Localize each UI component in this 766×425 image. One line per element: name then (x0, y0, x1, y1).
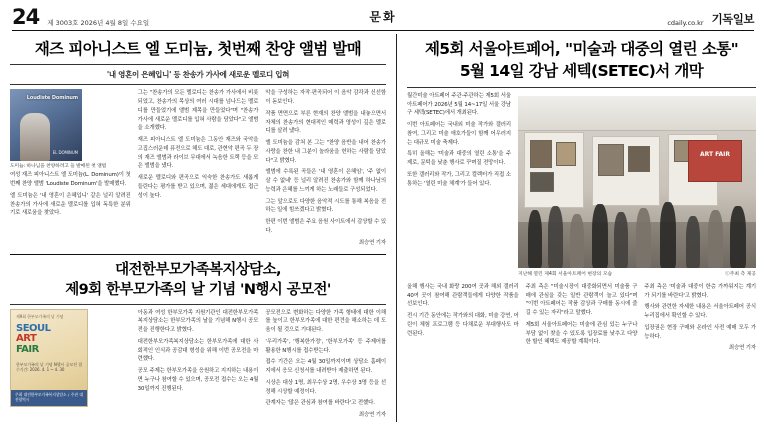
masthead-rule (12, 30, 754, 31)
photo-person (548, 206, 563, 268)
left-column (10, 34, 393, 422)
paragraph: 또한 갤러리와 작가, 그리고 컬렉터가 직접 소통하는 '열린 미술 체계'가 들어 있다. (407, 171, 511, 187)
brand-logo: 기독일보 (711, 12, 754, 26)
text-column (407, 92, 511, 277)
photo-artwork (628, 146, 650, 172)
paragraph: 이번 아트페어는 국내외 미술 작가와 갤러리 참여, 그리고 미술 애호가들이 함께 어우러지는 대규모 미술 축제다. (407, 122, 511, 146)
photo-person (708, 210, 723, 268)
photo-artwork (598, 144, 624, 176)
text-column (265, 89, 386, 247)
paragraph: 작품 면면으로 부른 현재의 찬양 앨범을 내놓으면서 자체의 찬송가의 현대적인 매력과 영성이 깊은 멜로디를 살려 냈다. (265, 110, 387, 135)
paragraph: 한편 이번 앨범은 주요 음원 사이트에서 감상할 수 있다. (265, 219, 387, 234)
paragraph: 엘 도미늄은 '내 영혼이 은혜입니' 같은 널리 알려진 찬송가의 가사에 새로운 멜로디를 입혀 독특한 분위기로 새로움을 찾았다. (10, 192, 131, 217)
headline-artfair-line1: 제5회 서울아트페어, "미술과 대중의 열린 소통" (424, 40, 739, 58)
photo-person (528, 210, 542, 268)
page-number: 24 (12, 5, 40, 29)
paragraph: 행사와 관련한 자세한 내용은 서울아트페어 공식 누리집에서 확인할 수 있다. (644, 304, 757, 319)
poster-mid-text: 한부모가족의 날 기념 N행시 공모전 접수기간: 2026. 4. 1 ~ 4. 30 (16, 361, 82, 373)
text-column (138, 89, 259, 247)
photo-artwork (530, 172, 554, 192)
photo-caption (518, 270, 756, 277)
subhead-jazz: '내 영혼이 은혜입니' 등 찬송가 가사에 새로운 멜로디 입혀 (106, 70, 290, 80)
photo-person (614, 212, 628, 268)
headline-daejeon-line2: 제9회 한부모가족의 날 기념 'N행시 공모전' (65, 281, 331, 298)
photo-person (636, 208, 651, 268)
text-column (526, 283, 638, 353)
paragraph: 앨범에 수록된 곡들은 '내 영혼이 은혜임', '주 없이 살 수 없네' 등 널리 알려진 찬송가와 함께 하나님의 능력과 은혜를 느끼게 하는 노래들로 구성되었다. (265, 169, 387, 193)
photo-person (730, 206, 746, 268)
paragraph: 시상은 대상 1명, 최우수상 2명, 우수상 3명 등을 선정해 시상할 예정이다. (265, 379, 387, 395)
paragraph: 공모 주제는 한부모가족을 응원하고 지지하는 내용이면 누구나 참여할 수 있으며, 공모전 접수는 오는 4월 30일까지 진행된다. (137, 368, 259, 392)
photo-ceiling (518, 96, 756, 131)
photo-person (686, 216, 700, 268)
artfair-bottom (407, 283, 756, 353)
photo-caption-left: 지난해 열린 제4회 서울아트페어 현장의 모습 (518, 271, 613, 277)
column-divider (396, 34, 397, 422)
text-column (265, 309, 386, 420)
body-area (10, 34, 756, 422)
paragraph: 관계자는 '많은 관심과 참여를 바란다'고 전했다. (265, 400, 375, 407)
paragraph: 특히 올해는 '미술과 대중의 열린 소통'을 주제로, 문턱을 낮춘 행사로 꾸며질 전망이다. (407, 151, 511, 166)
poster-line-3: FAIR (16, 343, 39, 355)
paragraph: 주최 측은 "미술시장이 대중화되면서 미술품 구매에 관심을 갖는 일반 관람객이 늘고 있다"며 "이번 아트페어는 작품 감상과 구매를 동시에 즐길 수 있는 자리"라고 말했다. (525, 283, 638, 316)
divider (407, 87, 756, 88)
article-jazz (10, 40, 386, 247)
poster-footer-bar (11, 390, 87, 406)
photo-person (592, 204, 608, 268)
paragraph: 공모전으로 변화하는 다양한 가족 형태에 대한 이해를 높이고 한부모가족에 대한 편견을 해소하는 데 도움이 될 것으로 기대된다. (265, 309, 387, 334)
poster-headline (16, 324, 82, 356)
photo-artwork (556, 142, 576, 166)
text-column (10, 309, 131, 420)
album-cover-figure (20, 113, 50, 161)
artfair-top (407, 92, 756, 277)
paragraph: 아동과 여성 한부모가족 지원기관인 대전한부모가족복지상담소는 한부모가족의 날을 기념해 N행시 공모전을 진행한다고 밝혔다. (137, 309, 259, 334)
poster-image (10, 309, 88, 407)
paragraph: 그는 앞으로도 다양한 음악적 시도를 통해 복음을 전하는 일에 힘쓰겠다고 밝혔다. (265, 198, 387, 214)
paragraph: 그는 "찬송가의 모든 멜로디는 찬송가 가사에서 비롯되었고, 찬송가의 목상의 여러 시대를 넘나드는 멜로디를 만들었기에 앨범 제목을 만들었다"며 "찬송가 가사에 새로운 멜로디를 입혀 사람을 담았다"고 앨범을 소개했다. (137, 90, 259, 132)
paragraph: 전시 기간 동안에는 작가와의 대화, 미술 강연, 어린이 체험 프로그램 등 다채로운 부대행사도 마련된다. (407, 313, 519, 337)
masthead (10, 0, 756, 30)
photo-art-banner-text: ART FAIR (699, 150, 731, 158)
paragraph: 주최 측은 '미술과 대중이 한층 가까워지는 계기가 되기를 바란다'고 밝혔다. (644, 283, 757, 299)
article-divider (10, 254, 386, 255)
paragraph: 제5회 서울아트페어는 미술에 관심 있는 누구나 부담 없이 찾을 수 있도록 입장료를 낮추고 다양한 할인 혜택도 제공할 계획이다. (525, 321, 638, 346)
divider (10, 304, 386, 305)
photo-artwork (530, 140, 552, 168)
album-cover-image (10, 89, 82, 161)
headline-artfair-line2: 5월 14일 강남 세텍(SETEC)서 개막 (459, 62, 704, 81)
text-column (138, 309, 259, 420)
photo-person (660, 202, 676, 268)
site-url[interactable]: cdaily.co.kr (667, 19, 704, 27)
text-column (644, 283, 756, 353)
paragraph: 입장권은 현장 구매와 온라인 사전 예매 모두 가능하다. (644, 324, 757, 340)
text-column (10, 89, 131, 247)
section-title: 문화 (369, 10, 397, 24)
album-cover-subtitle: EL DOMINUM (52, 149, 78, 155)
headline-daejeon-line1: 대전한부모가족복지상담소, (115, 262, 281, 279)
artfair-photo-wrap (518, 92, 756, 277)
right-column (400, 34, 756, 422)
paragraph: 새로운 멜로디와 편곡으로 익숙한 찬송가도 새롭게 들린다는 평가를 받고 있으며, 젊은 세대에게도 접근성이 높다. (137, 175, 259, 199)
text-column (407, 283, 519, 353)
paragraph: 접수 기간은 오는 4월 30일까지이며 상담소 홈페이지에서 응모 신청서를 내려받아 제출하면 된다. (265, 359, 387, 375)
poster-footer-text: 주최 대전한부모가족복지상담소 / 주관 대전광역시 (15, 391, 83, 402)
paragraph: '우리가족', '행복한가정', '한부모가족' 등 주제어를 활용한 N행시를 접수받는다. (265, 338, 387, 354)
paragraph: 올해 행사는 국내 화랑 200여 곳과 해외 갤러리 40여 곳이 참여해 관람객들에게 다양한 작품을 선보인다. (407, 283, 519, 308)
album-cover-title: Loudiste Dominum (26, 95, 78, 102)
photo-art-banner (688, 140, 742, 182)
headline-jazz: 재즈 피아니스트 엘 도미늄, 첫번째 찬양 앨범 발매 (34, 40, 362, 58)
poster-line-2: ART (16, 333, 37, 345)
byline: 최승연 기자 (358, 412, 387, 419)
photo-person (570, 214, 584, 268)
artfair-photo (518, 96, 756, 268)
paragraph: 대전한부모가족복지상담소는 한부모가족에 대한 사회적인 인식과 공감대 형성을 위해 이번 공모전을 마련했다. (137, 338, 259, 363)
daejeon-body (10, 309, 386, 420)
paragraph: 재즈 피아니스트 엘 도미늄은 그동안 재즈와 국악을 고집스러운데 퓨전으로 해도 대로, 관현악 편곡 두 장의 재즈 앨범과 라이브 무대에서 녹음한 트랙 등을 모은 앨범을 냈다. (137, 137, 259, 170)
divider (10, 64, 386, 65)
divider (10, 84, 386, 85)
album-caption: 도미늄: 하나님을 찬양하려고 들 발매된 첫 앨범 (10, 164, 107, 170)
article-artfair (407, 40, 756, 353)
paragraph: 엘 도미늄을 감쳐 본 그는 "찬양 음반을 내어 찬송가 사랑을 찬한 내 그분이 놀라움을 헌하는 사람들 담았다"고 밝혔다. (265, 140, 387, 164)
photo-caption-right: ⓒ주최 측 제공 (724, 271, 756, 277)
poster-top-text: 제9회 한부모가족의 날 기념 (16, 313, 64, 319)
issue-info: 제 3003호 2026년 4월 8일 수요일 (47, 18, 150, 27)
byline: 최승연 기자 (358, 239, 387, 246)
paragraph: 여성 재즈 피아니스트 엘 도미늄(L. Dominum)이 첫번째 찬양 앨범 'Loudiste Dominum'을 발매했다. (10, 172, 131, 188)
byline: 최승연 기자 (728, 345, 757, 352)
jazz-body (10, 89, 386, 247)
poster-line-1: SEOUL (16, 322, 51, 334)
paragraph: 악을 구성하는 자작·편곡되어 이 음악 감각과 신선함이 돋보인다. (265, 90, 387, 106)
article-daejeon (10, 261, 386, 420)
paragraph: 월간미술 아트페어 주관·주관하는 제5회 서울아트페어가 2026년 5월 14~17일 서울 강남구 세텍(SETEC)에서 개최된다. (407, 92, 511, 117)
